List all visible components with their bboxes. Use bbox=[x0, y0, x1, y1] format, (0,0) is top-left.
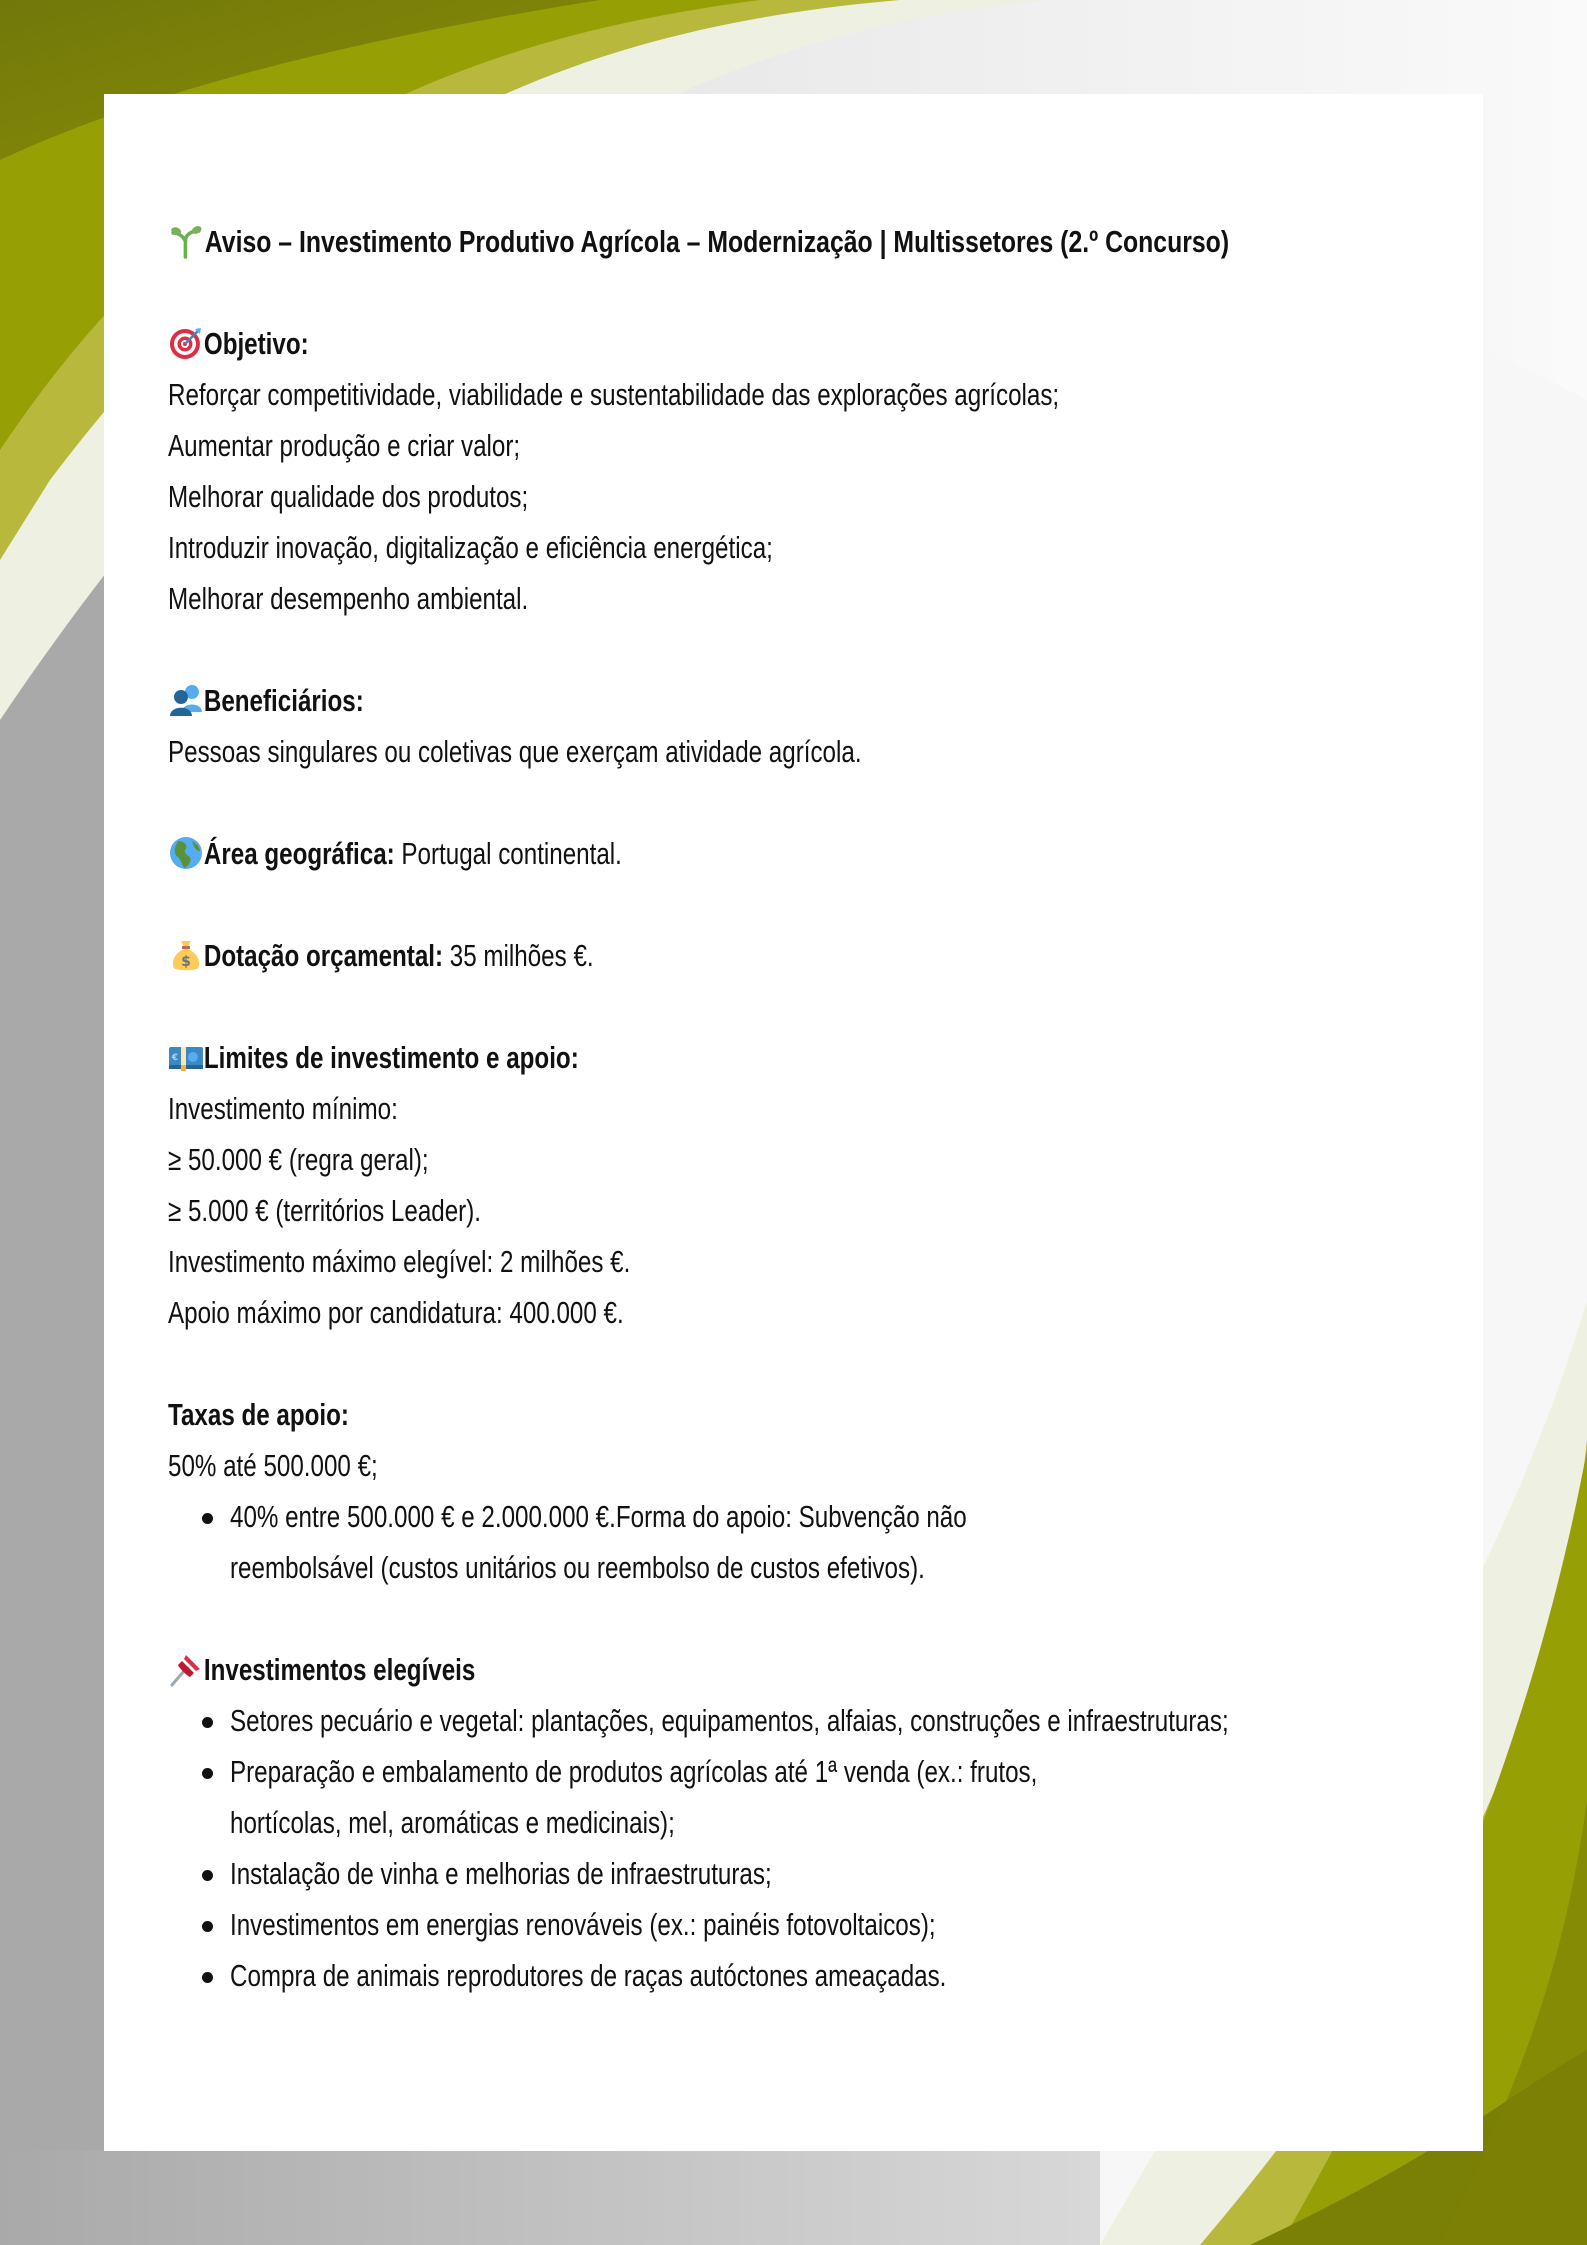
taxas-bullet-text: 40% entre 500.000 € e 2.000.000 €.Forma do apoio: Subvenção não reembolsável (custos unitários ou reembolso de custos efetivos). bbox=[230, 1499, 967, 1585]
investimentos-heading: Investimentos elegíveis bbox=[168, 1644, 1182, 1695]
investimentos-bullet-item bbox=[168, 1746, 1468, 1848]
bullet-icon bbox=[202, 1768, 213, 1779]
svg-text:€: € bbox=[171, 1052, 179, 1063]
pushpin-icon bbox=[168, 1651, 204, 1687]
beneficiarios-line: Pessoas singulares ou coletivas que exerçam atividade agrícola. bbox=[168, 734, 862, 769]
objetivo-line: Melhorar qualidade dos produtos; bbox=[168, 479, 529, 514]
money-bag-icon bbox=[168, 937, 204, 973]
people-icon bbox=[168, 682, 204, 718]
beneficiarios-heading: Beneficiários: bbox=[168, 675, 1182, 726]
limites-line: Investimento mínimo: bbox=[168, 1091, 398, 1126]
objetivo-line: Aumentar produção e criar valor; bbox=[168, 428, 521, 463]
limites-line: Investimento máximo elegível: 2 milhões €. bbox=[168, 1244, 631, 1279]
document-title: Aviso – Investimento Produtivo Agrícola – Modernização | Multissetores (2.º Concurso) bbox=[168, 216, 1208, 267]
investimentos-bullet-list bbox=[168, 1695, 1468, 2001]
taxas-bullet-list bbox=[168, 1491, 1468, 1593]
investimentos-bullet-text: Instalação de vinha e melhorias de infraestruturas; bbox=[230, 1856, 772, 1891]
bullet-icon bbox=[202, 1513, 213, 1524]
taxas-bullet-item bbox=[168, 1491, 1468, 1593]
investimentos-bullet-text: Preparação e embalamento de produtos agrícolas até 1ª venda (ex.: frutos, hortícolas, mel, aromáticas e medicinais); bbox=[230, 1754, 1038, 1840]
bullet-icon bbox=[202, 1717, 213, 1728]
limites-line: Apoio máximo por candidatura: 400.000 €. bbox=[168, 1295, 624, 1330]
dotacao-value: 35 milhões €. bbox=[449, 938, 594, 973]
objetivo-line: Reforçar competitividade, viabilidade e sustentabilidade das explorações agrícolas; bbox=[168, 377, 1060, 412]
seedling-icon bbox=[168, 223, 205, 259]
document-content bbox=[168, 216, 1468, 2001]
area-geografica-row: Área geográfica: Portugal continental. bbox=[168, 828, 1182, 879]
limites-line: ≥ 5.000 € (territórios Leader). bbox=[168, 1193, 481, 1228]
objetivo-line: Melhorar desempenho ambiental. bbox=[168, 581, 529, 616]
area-geografica-value: Portugal continental. bbox=[401, 836, 622, 871]
investimentos-bullet-item bbox=[168, 1695, 1468, 1746]
document-card bbox=[104, 94, 1483, 2151]
bullet-icon bbox=[202, 1972, 213, 1983]
svg-text:$: $ bbox=[181, 953, 191, 970]
taxas-heading: Taxas de apoio: bbox=[168, 1397, 349, 1432]
limites-heading: € Limites de investimento e apoio: bbox=[168, 1032, 1182, 1083]
target-icon bbox=[168, 325, 204, 361]
investimentos-bullet-item bbox=[168, 1950, 1468, 2001]
euro-banknote-icon bbox=[168, 1039, 204, 1075]
objetivo-line: Introduzir inovação, digitalização e eficiência energética; bbox=[168, 530, 773, 565]
investimentos-bullet-item bbox=[168, 1848, 1468, 1899]
objetivo-heading: Objetivo: bbox=[168, 318, 1182, 369]
investimentos-bullet-text: Compra de animais reprodutores de raças autóctones ameaçadas. bbox=[230, 1958, 947, 1993]
investimentos-bullet-text: Investimentos em energias renováveis (ex.: painéis fotovoltaicos); bbox=[230, 1907, 936, 1942]
globe-icon bbox=[168, 835, 204, 871]
investimentos-bullet-item bbox=[168, 1899, 1468, 1950]
dotacao-row: $ Dotação orçamental: 35 milhões €. bbox=[168, 930, 1182, 981]
investimentos-bullet-text: Setores pecuário e vegetal: plantações, equipamentos, alfaias, construções e infraestruturas; bbox=[230, 1703, 1229, 1738]
limites-line: ≥ 50.000 € (regra geral); bbox=[168, 1142, 429, 1177]
taxas-line: 50% até 500.000 €; bbox=[168, 1448, 378, 1483]
bullet-icon bbox=[202, 1870, 213, 1881]
bullet-icon bbox=[202, 1921, 213, 1932]
